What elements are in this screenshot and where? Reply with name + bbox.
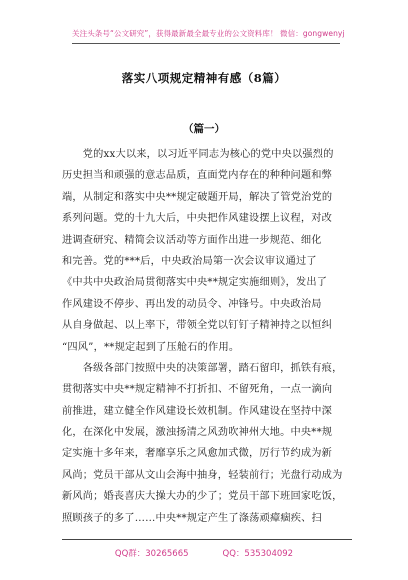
header-promo-note: 关注头条号“公文研究”，获得最新最全最专业的公文资料库！ 微信：gongwenyj [72,29,345,38]
body-line: 和完善。党的***后，中央政治局第一次会议审议通过了 [62,255,317,267]
body-line: 系列问题。党的十九大后，中央把作风建设摆上议程，对改 [62,213,333,225]
body-line: 定实施十多年来，奢靡享乐之风愈加式微，厉行节约成为新 [62,448,333,460]
body-line: 作风建设不停步、再出发的动员令、冲锋号。中央政治局 [62,298,322,310]
body-line: 化，在深化中发展，激浊扬清之风劲吹神州大地。中央**规 [62,427,333,439]
footer-contact: QQ群：30265665 QQ：535304092 [114,549,294,559]
body-line: 《中共中央政治局贯彻落实中央**规定实施细则》，发出了 [62,277,328,289]
document-title: 落实八项规定精神有感（8篇） [121,71,287,85]
footer-divider [62,539,352,540]
body-line: 端，从制定和落实中央**规定破题开局，解决了管党治党的 [62,191,333,203]
body-line: 贯彻落实中央**规定精神不打折扣、不留死角，一点一滴向 [62,384,333,396]
body-line: 历史担当和顽强的意志品质，直面党内存在的种种问题和弊 [62,170,333,182]
body-line: 照顾孩子的多了……中央**规定产生了涤荡顽瘴痼疾、扫 [62,512,322,524]
body-line: 党的xx大以来，以习近平同志为核心的党中央以强烈的 [62,149,334,160]
section-heading: （篇一） [183,123,225,135]
header-divider [72,43,340,44]
body-line: 新风尚；婚丧喜庆大操大办的少了；党员干部下班回家吃饭， [62,491,343,503]
body-line: 进调查研究、精简会议活动等方面作出进一步规范、细化 [62,234,322,246]
body-line: “四风”，**规定起到了压舱石的作用。 [62,341,240,353]
body-line: 风尚；党员干部从文山会海中抽身，轻装前行；光盘行动成为 [62,469,343,481]
body-line: 各级各部门按照中央的决策部署，踏石留印，抓铁有痕， [62,362,343,374]
body-line: 从自身做起、以上率下，带领全党以钉钉子精神持之以恒纠 [62,320,333,332]
body-text [62,144,352,529]
body-line: 前推进，建立健全作风建设长效机制。作风建设在坚持中深 [62,405,333,417]
